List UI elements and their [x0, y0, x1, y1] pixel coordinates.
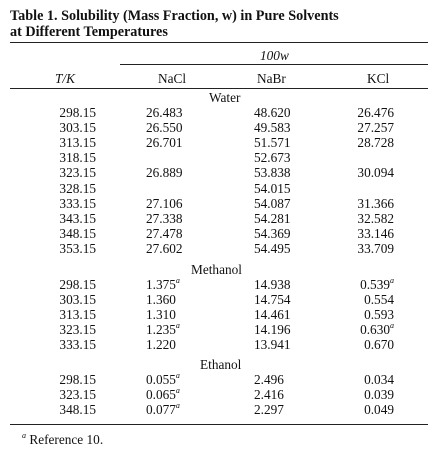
cell-temperature-value: 348.15: [59, 226, 96, 241]
cell-nabr: [254, 151, 316, 165]
cell-kcl-value: 0.554: [364, 292, 394, 307]
cell-nabr: [254, 323, 316, 337]
cell-kcl: [340, 166, 394, 180]
cell-nacl: [146, 121, 196, 135]
cell-nacl: [146, 370, 196, 387]
cell-temperature: [38, 278, 96, 292]
cell-kcl: [340, 388, 394, 402]
cell-kcl: [340, 275, 394, 292]
cell-nabr: [254, 106, 316, 120]
footnote-marker: a: [175, 320, 180, 330]
cell-nacl-value: 27.602: [146, 241, 183, 256]
header-nabr: NaBr: [257, 71, 286, 86]
footnote-marker: a: [390, 320, 394, 330]
cell-nacl-value: 1.220: [146, 337, 176, 352]
cell-temperature: [38, 227, 96, 241]
cell-kcl-value: 30.094: [357, 165, 394, 180]
cell-temperature: [38, 323, 96, 337]
cell-temperature-value: 303.15: [59, 120, 96, 135]
cell-temperature-value: 323.15: [59, 387, 96, 402]
cell-nacl: [146, 308, 196, 322]
cell-temperature: [38, 403, 96, 417]
cell-temperature-value: 348.15: [59, 402, 96, 417]
cell-nacl-value: 0.065: [146, 387, 176, 402]
cell-nacl: [146, 338, 196, 352]
cell-kcl-value: 0.039: [364, 387, 394, 402]
cell-temperature-value: 303.15: [59, 292, 96, 307]
cell-kcl: [340, 227, 394, 241]
cell-kcl-value: 27.257: [357, 120, 394, 135]
cell-temperature-value: 298.15: [59, 277, 96, 292]
caption-line-1: Table 1. Solubility (Mass Fraction, w) in Pure Solvents: [10, 8, 339, 24]
cell-temperature: [38, 293, 96, 307]
cell-nabr-value: 53.838: [254, 165, 291, 180]
cell-temperature: [38, 338, 96, 352]
cell-kcl-value: 0.539: [360, 277, 390, 292]
cell-nacl-value: 26.550: [146, 120, 183, 135]
cell-nabr: [254, 403, 316, 417]
cell-kcl: [340, 197, 394, 211]
cell-nacl-value: 0.077: [146, 402, 176, 417]
cell-nabr: [254, 197, 316, 211]
cell-nabr: [254, 166, 316, 180]
cell-nacl-value: 1.235: [146, 322, 176, 337]
cell-temperature: [38, 373, 96, 387]
cell-nacl-value: 27.478: [146, 226, 183, 241]
section-label: Methanol: [191, 262, 242, 277]
cell-nabr-value: 2.496: [254, 372, 284, 387]
footnote-marker: a: [175, 385, 180, 395]
cell-nabr: [254, 278, 316, 292]
cell-nabr: [254, 308, 316, 322]
header-nacl: NaCl: [158, 71, 187, 86]
cell-nabr: [254, 212, 316, 226]
cell-nabr-value: 48.620: [254, 105, 291, 120]
cell-nabr: [254, 388, 316, 402]
cell-kcl-value: 28.728: [357, 135, 394, 150]
header-kcl: KCl: [367, 71, 390, 86]
cell-nacl-value: 0.055: [146, 372, 176, 387]
cell-nacl: [146, 293, 196, 307]
cell-nacl-value: 1.375: [146, 277, 176, 292]
cell-kcl: [340, 121, 394, 135]
cell-nacl: [146, 106, 196, 120]
cell-temperature-value: 353.15: [59, 241, 96, 256]
cell-temperature: [38, 242, 96, 256]
cell-nabr-value: 14.938: [254, 277, 291, 292]
cell-nacl-value: 1.310: [146, 307, 176, 322]
cell-nacl: [146, 242, 196, 256]
cell-kcl: [340, 403, 394, 417]
cell-nabr-value: 54.495: [254, 241, 291, 256]
cell-nacl: [146, 166, 196, 180]
cell-nabr-value: 54.087: [254, 196, 291, 211]
cell-nabr: [254, 136, 316, 150]
cell-nabr-value: 14.754: [254, 292, 291, 307]
cell-temperature: [38, 166, 96, 180]
footnote-text: Reference 10.: [29, 432, 104, 447]
group-rule: [120, 64, 428, 65]
cell-temperature-value: 313.15: [59, 307, 96, 322]
cell-nabr: [254, 182, 316, 196]
footnote-marker: a: [175, 275, 180, 285]
cell-nacl: [146, 320, 196, 337]
footnote-marker: a: [175, 370, 180, 380]
caption-line-2: at Different Temperatures: [10, 24, 168, 40]
cell-nabr: [254, 373, 316, 387]
cell-nabr: [254, 293, 316, 307]
cell-kcl-value: 26.476: [357, 105, 394, 120]
header-rule: [10, 88, 428, 89]
cell-nacl: [146, 197, 196, 211]
cell-temperature-value: 298.15: [59, 372, 96, 387]
cell-kcl: [340, 136, 394, 150]
cell-temperature-value: 313.15: [59, 135, 96, 150]
cell-nacl-value: 1.360: [146, 292, 176, 307]
cell-kcl-value: 0.670: [364, 337, 394, 352]
cell-kcl: [340, 338, 394, 352]
cell-nabr-value: 52.673: [254, 150, 291, 165]
cell-temperature: [38, 182, 96, 196]
cell-temperature-value: 328.15: [59, 181, 96, 196]
cell-temperature-value: 323.15: [59, 165, 96, 180]
cell-nabr-value: 2.297: [254, 402, 284, 417]
cell-temperature-value: 333.15: [59, 196, 96, 211]
cell-temperature: [38, 106, 96, 120]
cell-nabr-value: 54.369: [254, 226, 291, 241]
cell-nacl: [146, 227, 196, 241]
cell-kcl-value: 33.709: [357, 241, 394, 256]
cell-nabr-value: 54.281: [254, 211, 291, 226]
cell-nacl-value: 26.701: [146, 135, 183, 150]
cell-nabr: [254, 227, 316, 241]
footnote-marker: a: [175, 400, 180, 410]
cell-nacl-value: 27.106: [146, 196, 183, 211]
cell-temperature: [38, 151, 96, 165]
footnote: [22, 430, 104, 447]
cell-kcl: [340, 212, 394, 226]
header-temperature: T/K: [55, 71, 75, 86]
cell-kcl-value: 32.582: [357, 211, 394, 226]
section-label: Water: [209, 90, 241, 105]
cell-nabr: [254, 121, 316, 135]
footnote-mark: a: [22, 430, 26, 440]
cell-nacl-value: 26.889: [146, 165, 183, 180]
cell-nabr-value: 14.461: [254, 307, 291, 322]
cell-nabr-value: 54.015: [254, 181, 291, 196]
cell-nabr: [254, 338, 316, 352]
top-rule: [10, 42, 428, 43]
section-label: Ethanol: [200, 357, 242, 372]
cell-nacl-value: 26.483: [146, 105, 183, 120]
cell-nabr-value: 14.196: [254, 322, 291, 337]
cell-temperature-value: 333.15: [59, 337, 96, 352]
header-group-100w: 100w: [260, 48, 289, 63]
cell-nacl: [146, 136, 196, 150]
cell-nabr-value: 49.583: [254, 120, 291, 135]
cell-temperature: [38, 121, 96, 135]
cell-kcl-value: 31.366: [357, 196, 394, 211]
cell-temperature-value: 318.15: [59, 150, 96, 165]
cell-temperature: [38, 197, 96, 211]
cell-nacl: [146, 400, 196, 417]
cell-temperature-value: 323.15: [59, 322, 96, 337]
cell-temperature: [38, 308, 96, 322]
cell-temperature: [38, 388, 96, 402]
cell-temperature: [38, 212, 96, 226]
cell-temperature-value: 298.15: [59, 105, 96, 120]
footnote-marker: a: [390, 275, 394, 285]
cell-nacl-value: 27.338: [146, 211, 183, 226]
cell-temperature: [38, 136, 96, 150]
cell-kcl: [340, 242, 394, 256]
cell-kcl: [340, 106, 394, 120]
cell-nacl: [146, 212, 196, 226]
cell-nacl: [146, 385, 196, 402]
cell-nabr: [254, 242, 316, 256]
cell-kcl-value: 0.034: [364, 372, 394, 387]
cell-temperature-value: 343.15: [59, 211, 96, 226]
cell-nabr-value: 13.941: [254, 337, 291, 352]
cell-nabr-value: 2.416: [254, 387, 284, 402]
cell-kcl: [340, 308, 394, 322]
cell-nacl: [146, 275, 196, 292]
cell-kcl: [340, 293, 394, 307]
cell-kcl-value: 0.049: [364, 402, 394, 417]
cell-kcl-value: 33.146: [357, 226, 394, 241]
table-caption: [10, 8, 430, 40]
cell-kcl-value: 0.593: [364, 307, 394, 322]
bottom-rule: [10, 424, 428, 425]
cell-kcl-value: 0.630: [360, 322, 390, 337]
cell-kcl: [340, 320, 394, 337]
cell-kcl: [340, 373, 394, 387]
cell-nabr-value: 51.571: [254, 135, 291, 150]
